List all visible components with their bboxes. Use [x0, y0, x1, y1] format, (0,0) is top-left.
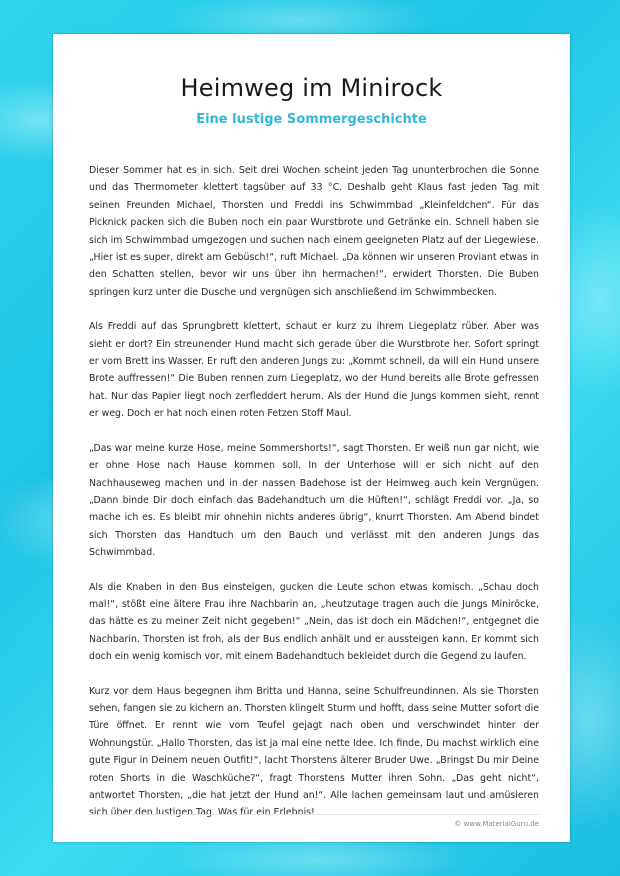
story-title: Heimweg im Minirock: [180, 74, 443, 102]
story-paragraph: Als Freddi auf das Sprungbrett klettert, schaut er kurz zu ihrem Liegeplatz rüber. Aber was sieht er dort? Ein streunender Hund macht sich gerade über die Wurstbrote her. Sofort springt er vom Brett ins Wasser. Er ruft den anderen Jungs zu: „Kommt schnell, da will ein Hund unsere Brote auffressen!“ Die Buben rennen zum Liegeplatz, wo der Hund bereits alle Brote gefressen hat. Nur das Papier liegt noch zerfleddert herum. Als der Hund die Jungs kommen sieht, rennt er weg. Doch er hat noch einen roten Fetzen Stoff Maul.: [89, 321, 539, 420]
story-paragraph: Dieser Sommer hat es in sich. Seit drei Wochen scheint jeden Tag ununterbrochen die Sonne und das Thermometer klettert tagsüber auf 33 °C. Deshalb geht Klaus fast jeden Tag mit seinen Freunden Michael, Thorsten und Freddi ins Schwimmbad „Kleinfeldchen“. Für das Picknick packen sich die Buben noch ein paar Wurstbrote und Getränke ein. Schnell haben sie sich im Schwimmbad umgezogen und suchen nach einem geeigneten Platz auf der Liegewiese. „Hier ist es super, direkt am Gebüsch!“, ruft Michael. „Da können wir unseren Proviant etwas in den Schatten stellen, bevor wir uns über ihn hermachen!“, erwidert Thorsten. Die Buben springen kurz unter die Dusche und vergnügen sich anschließend im Schwimmbecken.: [89, 165, 539, 298]
worksheet-page: [53, 34, 570, 842]
copyright-footer: © www.MaterialGuru.de: [454, 820, 539, 828]
story-paragraph: Als die Knaben in den Bus einsteigen, gucken die Leute schon etwas komisch. „Schau doch mal!“, stößt eine ältere Frau ihre Nachbarin an, „heutzutage tragen auch die Jungs Miniröcke, das hätte es zu meiner Zeit nicht gegeben!“ „Nein, das ist doch ein Mädchen!“, entgegnet die Nachbarin. Thorsten ist froh, als der Bus endlich anhält und er aussteigen kann. Er kommt sich doch ein wenig komisch vor, mit einem Badehandtuch bekleidet durch die Gegend zu laufen.: [89, 581, 539, 663]
story-paragraph: „Das war meine kurze Hose, meine Sommershorts!“, sagt Thorsten. Er weiß nun gar nicht, wie er ohne Hose nach Hause kommen soll. In der Unterhose will er sich nicht auf den Nachhauseweg machen und in der nassen Badehose ist der Heimweg auch kein Vergnügen. „Dann binde Dir doch einfach das Badehandtuch um die Hüften!“, schlägt Freddi vor. „Ja, so mache ich es. Es bleibt mir ohnehin nichts anderes übrig“, knurrt Thorsten. Am Abend bindet sich Thorsten das Handtuch um den Bauch und verlässt mit den anderen Jungs das Schwimmbad.: [89, 442, 539, 559]
story-body: [89, 162, 539, 839]
story-paragraph: Kurz vor dem Haus begegnen ihm Britta und Hanna, seine Schulfreundinnen. Als sie Thorsten sehen, fangen sie zu kichern an. Thorsten klingelt Sturm und hofft, dass seine Mutter sofort die Türe öffnet. Er rennt wie vom Teufel gejagt nach oben und verschwindet hinter der Wohnungstür. „Hallo Thorsten, das ist ja mal eine nette Idee. Ich finde, Du machst wirklich eine gute Figur in Deinem neuen Outfit!“, lacht Thorstens älterer Bruder Uwe. „Bringst Du mir Deine roten Shorts in die Waschküche?“, fragt Thorstens Mutter ihren Sohn. „Das geht nicht“, antwortet Thorsten, „die hat jetzt der Hund an!“. Alle lachen gemeinsam laut und amüsieren sich über den lustigen Tag. Was für ein Erlebnis!: [89, 685, 539, 819]
footer-divider: [89, 814, 539, 815]
story-subtitle: Eine lustige Sommergeschichte: [196, 112, 427, 127]
